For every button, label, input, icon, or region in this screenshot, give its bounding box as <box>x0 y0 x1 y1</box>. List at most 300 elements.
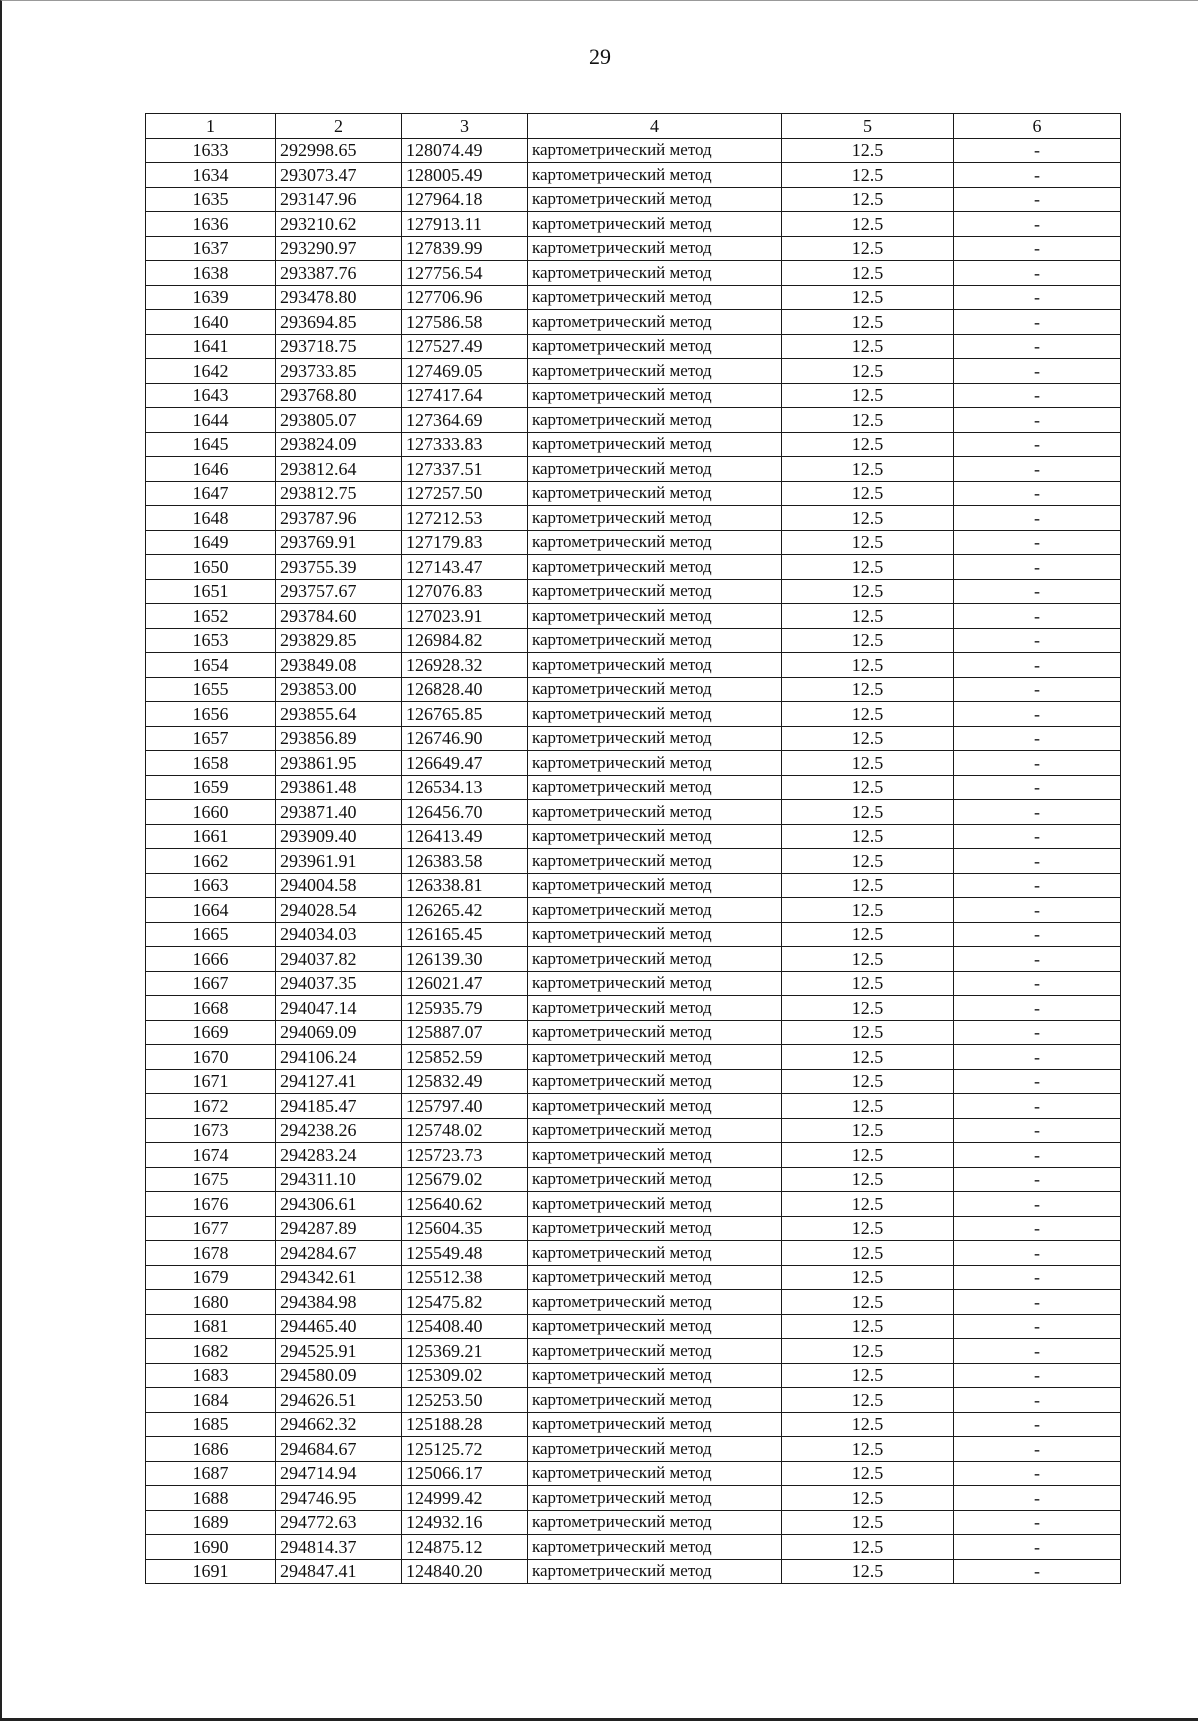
y-coordinate-cell: 127527.49 <box>402 334 528 359</box>
x-coordinate-cell: 293812.64 <box>276 457 402 482</box>
point-number-cell: 1680 <box>146 1290 276 1315</box>
note-cell: - <box>954 334 1121 359</box>
note-cell: - <box>954 947 1121 972</box>
accuracy-cell: 12.5 <box>782 1461 954 1486</box>
y-coordinate-cell: 125512.38 <box>402 1265 528 1290</box>
table-row <box>146 310 1121 335</box>
y-coordinate-cell: 126021.47 <box>402 971 528 996</box>
table-row <box>146 579 1121 604</box>
table-row <box>146 1069 1121 1094</box>
y-coordinate-cell: 125832.49 <box>402 1069 528 1094</box>
method-cell: картометрический метод <box>528 604 782 629</box>
method-cell: картометрический метод <box>528 432 782 457</box>
note-cell: - <box>954 310 1121 335</box>
note-cell: - <box>954 1486 1121 1511</box>
accuracy-cell: 12.5 <box>782 898 954 923</box>
y-coordinate-cell: 127076.83 <box>402 579 528 604</box>
note-cell: - <box>954 873 1121 898</box>
table-row <box>146 1020 1121 1045</box>
note-cell: - <box>954 1437 1121 1462</box>
note-cell: - <box>954 653 1121 678</box>
y-coordinate-cell: 127337.51 <box>402 457 528 482</box>
table-row <box>146 1486 1121 1511</box>
note-cell: - <box>954 1020 1121 1045</box>
method-cell: картометрический метод <box>528 138 782 163</box>
accuracy-cell: 12.5 <box>782 922 954 947</box>
method-cell: картометрический метод <box>528 1265 782 1290</box>
accuracy-cell: 12.5 <box>782 1412 954 1437</box>
note-cell: - <box>954 751 1121 776</box>
y-coordinate-cell: 127417.64 <box>402 383 528 408</box>
method-cell: картометрический метод <box>528 212 782 237</box>
point-number-cell: 1691 <box>146 1559 276 1584</box>
point-number-cell: 1636 <box>146 212 276 237</box>
x-coordinate-cell: 294684.67 <box>276 1437 402 1462</box>
method-cell: картометрический метод <box>528 1192 782 1217</box>
note-cell: - <box>954 677 1121 702</box>
note-cell: - <box>954 849 1121 874</box>
method-cell: картометрический метод <box>528 1216 782 1241</box>
method-cell: картометрический метод <box>528 359 782 384</box>
method-cell: картометрический метод <box>528 261 782 286</box>
x-coordinate-cell: 293856.89 <box>276 726 402 751</box>
note-cell: - <box>954 1216 1121 1241</box>
y-coordinate-cell: 126383.58 <box>402 849 528 874</box>
x-coordinate-cell: 292998.65 <box>276 138 402 163</box>
accuracy-cell: 12.5 <box>782 824 954 849</box>
accuracy-cell: 12.5 <box>782 187 954 212</box>
point-number-cell: 1658 <box>146 751 276 776</box>
point-number-cell: 1653 <box>146 628 276 653</box>
point-number-cell: 1635 <box>146 187 276 212</box>
accuracy-cell: 12.5 <box>782 996 954 1021</box>
method-cell: картометрический метод <box>528 1510 782 1535</box>
accuracy-cell: 12.5 <box>782 947 954 972</box>
table-row <box>146 187 1121 212</box>
note-cell: - <box>954 432 1121 457</box>
x-coordinate-cell: 294028.54 <box>276 898 402 923</box>
accuracy-cell: 12.5 <box>782 261 954 286</box>
y-coordinate-cell: 126165.45 <box>402 922 528 947</box>
point-number-cell: 1649 <box>146 530 276 555</box>
y-coordinate-cell: 126649.47 <box>402 751 528 776</box>
method-cell: картометрический метод <box>528 163 782 188</box>
method-cell: картометрический метод <box>528 1339 782 1364</box>
method-cell: картометрический метод <box>528 726 782 751</box>
accuracy-cell: 12.5 <box>782 1510 954 1535</box>
x-coordinate-cell: 294004.58 <box>276 873 402 898</box>
accuracy-cell: 12.5 <box>782 1290 954 1315</box>
x-coordinate-cell: 294772.63 <box>276 1510 402 1535</box>
x-coordinate-cell: 294287.89 <box>276 1216 402 1241</box>
method-cell: картометрический метод <box>528 898 782 923</box>
method-cell: картометрический метод <box>528 1094 782 1119</box>
x-coordinate-cell: 294047.14 <box>276 996 402 1021</box>
table-row <box>146 1314 1121 1339</box>
x-coordinate-cell: 293861.95 <box>276 751 402 776</box>
x-coordinate-cell: 293784.60 <box>276 604 402 629</box>
y-coordinate-cell: 126413.49 <box>402 824 528 849</box>
y-coordinate-cell: 125408.40 <box>402 1314 528 1339</box>
table-row <box>146 1290 1121 1315</box>
x-coordinate-cell: 294662.32 <box>276 1412 402 1437</box>
table-row <box>146 1535 1121 1560</box>
x-coordinate-cell: 293805.07 <box>276 408 402 433</box>
x-coordinate-cell: 293769.91 <box>276 530 402 555</box>
table-body <box>146 138 1121 1584</box>
note-cell: - <box>954 1241 1121 1266</box>
method-cell: картометрический метод <box>528 457 782 482</box>
point-number-cell: 1643 <box>146 383 276 408</box>
method-cell: картометрический метод <box>528 1290 782 1315</box>
note-cell: - <box>954 187 1121 212</box>
table-row <box>146 971 1121 996</box>
method-cell: картометрический метод <box>528 1045 782 1070</box>
point-number-cell: 1650 <box>146 555 276 580</box>
y-coordinate-cell: 127143.47 <box>402 555 528 580</box>
method-cell: картометрический метод <box>528 1437 782 1462</box>
method-cell: картометрический метод <box>528 1167 782 1192</box>
note-cell: - <box>954 628 1121 653</box>
point-number-cell: 1668 <box>146 996 276 1021</box>
y-coordinate-cell: 125188.28 <box>402 1412 528 1437</box>
note-cell: - <box>954 285 1121 310</box>
point-number-cell: 1677 <box>146 1216 276 1241</box>
note-cell: - <box>954 1412 1121 1437</box>
method-cell: картометрический метод <box>528 1388 782 1413</box>
accuracy-cell: 12.5 <box>782 1265 954 1290</box>
point-number-cell: 1681 <box>146 1314 276 1339</box>
accuracy-cell: 12.5 <box>782 702 954 727</box>
table-row <box>146 1192 1121 1217</box>
point-number-cell: 1689 <box>146 1510 276 1535</box>
x-coordinate-cell: 293909.40 <box>276 824 402 849</box>
accuracy-cell: 12.5 <box>782 1020 954 1045</box>
accuracy-cell: 12.5 <box>782 1045 954 1070</box>
x-coordinate-cell: 294580.09 <box>276 1363 402 1388</box>
accuracy-cell: 12.5 <box>782 1559 954 1584</box>
point-number-cell: 1672 <box>146 1094 276 1119</box>
x-coordinate-cell: 294185.47 <box>276 1094 402 1119</box>
table-row <box>146 604 1121 629</box>
accuracy-cell: 12.5 <box>782 604 954 629</box>
x-coordinate-cell: 294037.82 <box>276 947 402 972</box>
accuracy-cell: 12.5 <box>782 1143 954 1168</box>
y-coordinate-cell: 125748.02 <box>402 1118 528 1143</box>
x-coordinate-cell: 293871.40 <box>276 800 402 825</box>
x-coordinate-cell: 293478.80 <box>276 285 402 310</box>
y-coordinate-cell: 126984.82 <box>402 628 528 653</box>
point-number-cell: 1633 <box>146 138 276 163</box>
note-cell: - <box>954 1461 1121 1486</box>
y-coordinate-cell: 125475.82 <box>402 1290 528 1315</box>
point-number-cell: 1651 <box>146 579 276 604</box>
y-coordinate-cell: 127706.96 <box>402 285 528 310</box>
method-cell: картометрический метод <box>528 1412 782 1437</box>
y-coordinate-cell: 128074.49 <box>402 138 528 163</box>
note-cell: - <box>954 1143 1121 1168</box>
point-number-cell: 1666 <box>146 947 276 972</box>
note-cell: - <box>954 1339 1121 1364</box>
point-number-cell: 1664 <box>146 898 276 923</box>
accuracy-cell: 12.5 <box>782 138 954 163</box>
point-number-cell: 1652 <box>146 604 276 629</box>
accuracy-cell: 12.5 <box>782 1363 954 1388</box>
method-cell: картометрический метод <box>528 775 782 800</box>
method-cell: картометрический метод <box>528 579 782 604</box>
accuracy-cell: 12.5 <box>782 285 954 310</box>
point-number-cell: 1656 <box>146 702 276 727</box>
y-coordinate-cell: 126338.81 <box>402 873 528 898</box>
accuracy-cell: 12.5 <box>782 408 954 433</box>
point-number-cell: 1642 <box>146 359 276 384</box>
y-coordinate-cell: 127913.11 <box>402 212 528 237</box>
y-coordinate-cell: 125125.72 <box>402 1437 528 1462</box>
note-cell: - <box>954 1118 1121 1143</box>
accuracy-cell: 12.5 <box>782 677 954 702</box>
method-cell: картометрический метод <box>528 481 782 506</box>
method-cell: картометрический метод <box>528 408 782 433</box>
point-number-cell: 1690 <box>146 1535 276 1560</box>
table-row <box>146 849 1121 874</box>
column-header-3: 3 <box>402 114 528 139</box>
x-coordinate-cell: 293147.96 <box>276 187 402 212</box>
page-number: 29 <box>589 44 611 69</box>
method-cell: картометрический метод <box>528 1241 782 1266</box>
y-coordinate-cell: 125797.40 <box>402 1094 528 1119</box>
accuracy-cell: 12.5 <box>782 212 954 237</box>
note-cell: - <box>954 726 1121 751</box>
point-number-cell: 1687 <box>146 1461 276 1486</box>
point-number-cell: 1675 <box>146 1167 276 1192</box>
point-number-cell: 1645 <box>146 432 276 457</box>
method-cell: картометрический метод <box>528 285 782 310</box>
point-number-cell: 1682 <box>146 1339 276 1364</box>
method-cell: картометрический метод <box>528 1118 782 1143</box>
table-row <box>146 800 1121 825</box>
method-cell: картометрический метод <box>528 677 782 702</box>
accuracy-cell: 12.5 <box>782 334 954 359</box>
accuracy-cell: 12.5 <box>782 1069 954 1094</box>
x-coordinate-cell: 294847.41 <box>276 1559 402 1584</box>
table-row <box>146 212 1121 237</box>
y-coordinate-cell: 127469.05 <box>402 359 528 384</box>
x-coordinate-cell: 293694.85 <box>276 310 402 335</box>
table-row <box>146 163 1121 188</box>
note-cell: - <box>954 163 1121 188</box>
note-cell: - <box>954 1167 1121 1192</box>
note-cell: - <box>954 457 1121 482</box>
point-number-cell: 1669 <box>146 1020 276 1045</box>
accuracy-cell: 12.5 <box>782 1486 954 1511</box>
y-coordinate-cell: 125679.02 <box>402 1167 528 1192</box>
point-number-cell: 1644 <box>146 408 276 433</box>
method-cell: картометрический метод <box>528 530 782 555</box>
accuracy-cell: 12.5 <box>782 310 954 335</box>
accuracy-cell: 12.5 <box>782 1535 954 1560</box>
point-number-cell: 1661 <box>146 824 276 849</box>
point-number-cell: 1671 <box>146 1069 276 1094</box>
accuracy-cell: 12.5 <box>782 1192 954 1217</box>
note-cell: - <box>954 898 1121 923</box>
y-coordinate-cell: 127586.58 <box>402 310 528 335</box>
table-row <box>146 726 1121 751</box>
method-cell: картометрический метод <box>528 187 782 212</box>
column-header-5: 5 <box>782 114 954 139</box>
note-cell: - <box>954 800 1121 825</box>
y-coordinate-cell: 126456.70 <box>402 800 528 825</box>
column-header-2: 2 <box>276 114 402 139</box>
x-coordinate-cell: 293733.85 <box>276 359 402 384</box>
y-coordinate-cell: 124840.20 <box>402 1559 528 1584</box>
point-number-cell: 1659 <box>146 775 276 800</box>
note-cell: - <box>954 1535 1121 1560</box>
table-row <box>146 1118 1121 1143</box>
x-coordinate-cell: 293210.62 <box>276 212 402 237</box>
accuracy-cell: 12.5 <box>782 1094 954 1119</box>
point-number-cell: 1674 <box>146 1143 276 1168</box>
accuracy-cell: 12.5 <box>782 163 954 188</box>
method-cell: картометрический метод <box>528 506 782 531</box>
accuracy-cell: 12.5 <box>782 1314 954 1339</box>
y-coordinate-cell: 124999.42 <box>402 1486 528 1511</box>
table-row <box>146 1412 1121 1437</box>
x-coordinate-cell: 293853.00 <box>276 677 402 702</box>
x-coordinate-cell: 294714.94 <box>276 1461 402 1486</box>
y-coordinate-cell: 127212.53 <box>402 506 528 531</box>
y-coordinate-cell: 125066.17 <box>402 1461 528 1486</box>
point-number-cell: 1634 <box>146 163 276 188</box>
x-coordinate-cell: 294283.24 <box>276 1143 402 1168</box>
point-number-cell: 1670 <box>146 1045 276 1070</box>
point-number-cell: 1665 <box>146 922 276 947</box>
y-coordinate-cell: 124932.16 <box>402 1510 528 1535</box>
method-cell: картометрический метод <box>528 1143 782 1168</box>
table-row <box>146 359 1121 384</box>
accuracy-cell: 12.5 <box>782 1339 954 1364</box>
table-row <box>146 481 1121 506</box>
point-number-cell: 1686 <box>146 1437 276 1462</box>
accuracy-cell: 12.5 <box>782 751 954 776</box>
table-row <box>146 1143 1121 1168</box>
accuracy-cell: 12.5 <box>782 506 954 531</box>
y-coordinate-cell: 127964.18 <box>402 187 528 212</box>
x-coordinate-cell: 294034.03 <box>276 922 402 947</box>
note-cell: - <box>954 236 1121 261</box>
y-coordinate-cell: 127023.91 <box>402 604 528 629</box>
table-row <box>146 996 1121 1021</box>
note-cell: - <box>954 996 1121 1021</box>
point-number-cell: 1660 <box>146 800 276 825</box>
y-coordinate-cell: 126265.42 <box>402 898 528 923</box>
method-cell: картометрический метод <box>528 628 782 653</box>
accuracy-cell: 12.5 <box>782 555 954 580</box>
table-row <box>146 898 1121 923</box>
table-row <box>146 653 1121 678</box>
point-number-cell: 1657 <box>146 726 276 751</box>
method-cell: картометрический метод <box>528 236 782 261</box>
table-row <box>146 432 1121 457</box>
table-row <box>146 506 1121 531</box>
table-row <box>146 824 1121 849</box>
point-number-cell: 1683 <box>146 1363 276 1388</box>
note-cell: - <box>954 1510 1121 1535</box>
note-cell: - <box>954 555 1121 580</box>
accuracy-cell: 12.5 <box>782 1118 954 1143</box>
point-number-cell: 1640 <box>146 310 276 335</box>
x-coordinate-cell: 294127.41 <box>276 1069 402 1094</box>
point-number-cell: 1678 <box>146 1241 276 1266</box>
table-row <box>146 1437 1121 1462</box>
accuracy-cell: 12.5 <box>782 653 954 678</box>
note-cell: - <box>954 481 1121 506</box>
accuracy-cell: 12.5 <box>782 432 954 457</box>
point-number-cell: 1662 <box>146 849 276 874</box>
y-coordinate-cell: 127257.50 <box>402 481 528 506</box>
x-coordinate-cell: 293718.75 <box>276 334 402 359</box>
note-cell: - <box>954 824 1121 849</box>
x-coordinate-cell: 293387.76 <box>276 261 402 286</box>
accuracy-cell: 12.5 <box>782 530 954 555</box>
y-coordinate-cell: 125309.02 <box>402 1363 528 1388</box>
table-row <box>146 751 1121 776</box>
method-cell: картометрический метод <box>528 947 782 972</box>
table-row <box>146 628 1121 653</box>
point-number-cell: 1647 <box>146 481 276 506</box>
note-cell: - <box>954 922 1121 947</box>
x-coordinate-cell: 293768.80 <box>276 383 402 408</box>
note-cell: - <box>954 138 1121 163</box>
point-number-cell: 1667 <box>146 971 276 996</box>
point-number-cell: 1655 <box>146 677 276 702</box>
accuracy-cell: 12.5 <box>782 457 954 482</box>
note-cell: - <box>954 408 1121 433</box>
x-coordinate-cell: 294311.10 <box>276 1167 402 1192</box>
table-row <box>146 261 1121 286</box>
note-cell: - <box>954 1388 1121 1413</box>
table-row <box>146 1045 1121 1070</box>
method-cell: картометрический метод <box>528 996 782 1021</box>
point-number-cell: 1685 <box>146 1412 276 1437</box>
table-row <box>146 1241 1121 1266</box>
y-coordinate-cell: 127364.69 <box>402 408 528 433</box>
accuracy-cell: 12.5 <box>782 849 954 874</box>
point-number-cell: 1673 <box>146 1118 276 1143</box>
y-coordinate-cell: 125723.73 <box>402 1143 528 1168</box>
x-coordinate-cell: 294037.35 <box>276 971 402 996</box>
method-cell: картометрический метод <box>528 751 782 776</box>
x-coordinate-cell: 293073.47 <box>276 163 402 188</box>
column-header-4: 4 <box>528 114 782 139</box>
table-row <box>146 1461 1121 1486</box>
method-cell: картометрический метод <box>528 1020 782 1045</box>
note-cell: - <box>954 971 1121 996</box>
table-row <box>146 285 1121 310</box>
method-cell: картометрический метод <box>528 1486 782 1511</box>
note-cell: - <box>954 579 1121 604</box>
accuracy-cell: 12.5 <box>782 359 954 384</box>
table-row <box>146 1094 1121 1119</box>
x-coordinate-cell: 294746.95 <box>276 1486 402 1511</box>
y-coordinate-cell: 127179.83 <box>402 530 528 555</box>
point-number-cell: 1654 <box>146 653 276 678</box>
y-coordinate-cell: 125852.59 <box>402 1045 528 1070</box>
x-coordinate-cell: 294238.26 <box>276 1118 402 1143</box>
table-row <box>146 1559 1121 1584</box>
note-cell: - <box>954 775 1121 800</box>
note-cell: - <box>954 530 1121 555</box>
table-row <box>146 1339 1121 1364</box>
